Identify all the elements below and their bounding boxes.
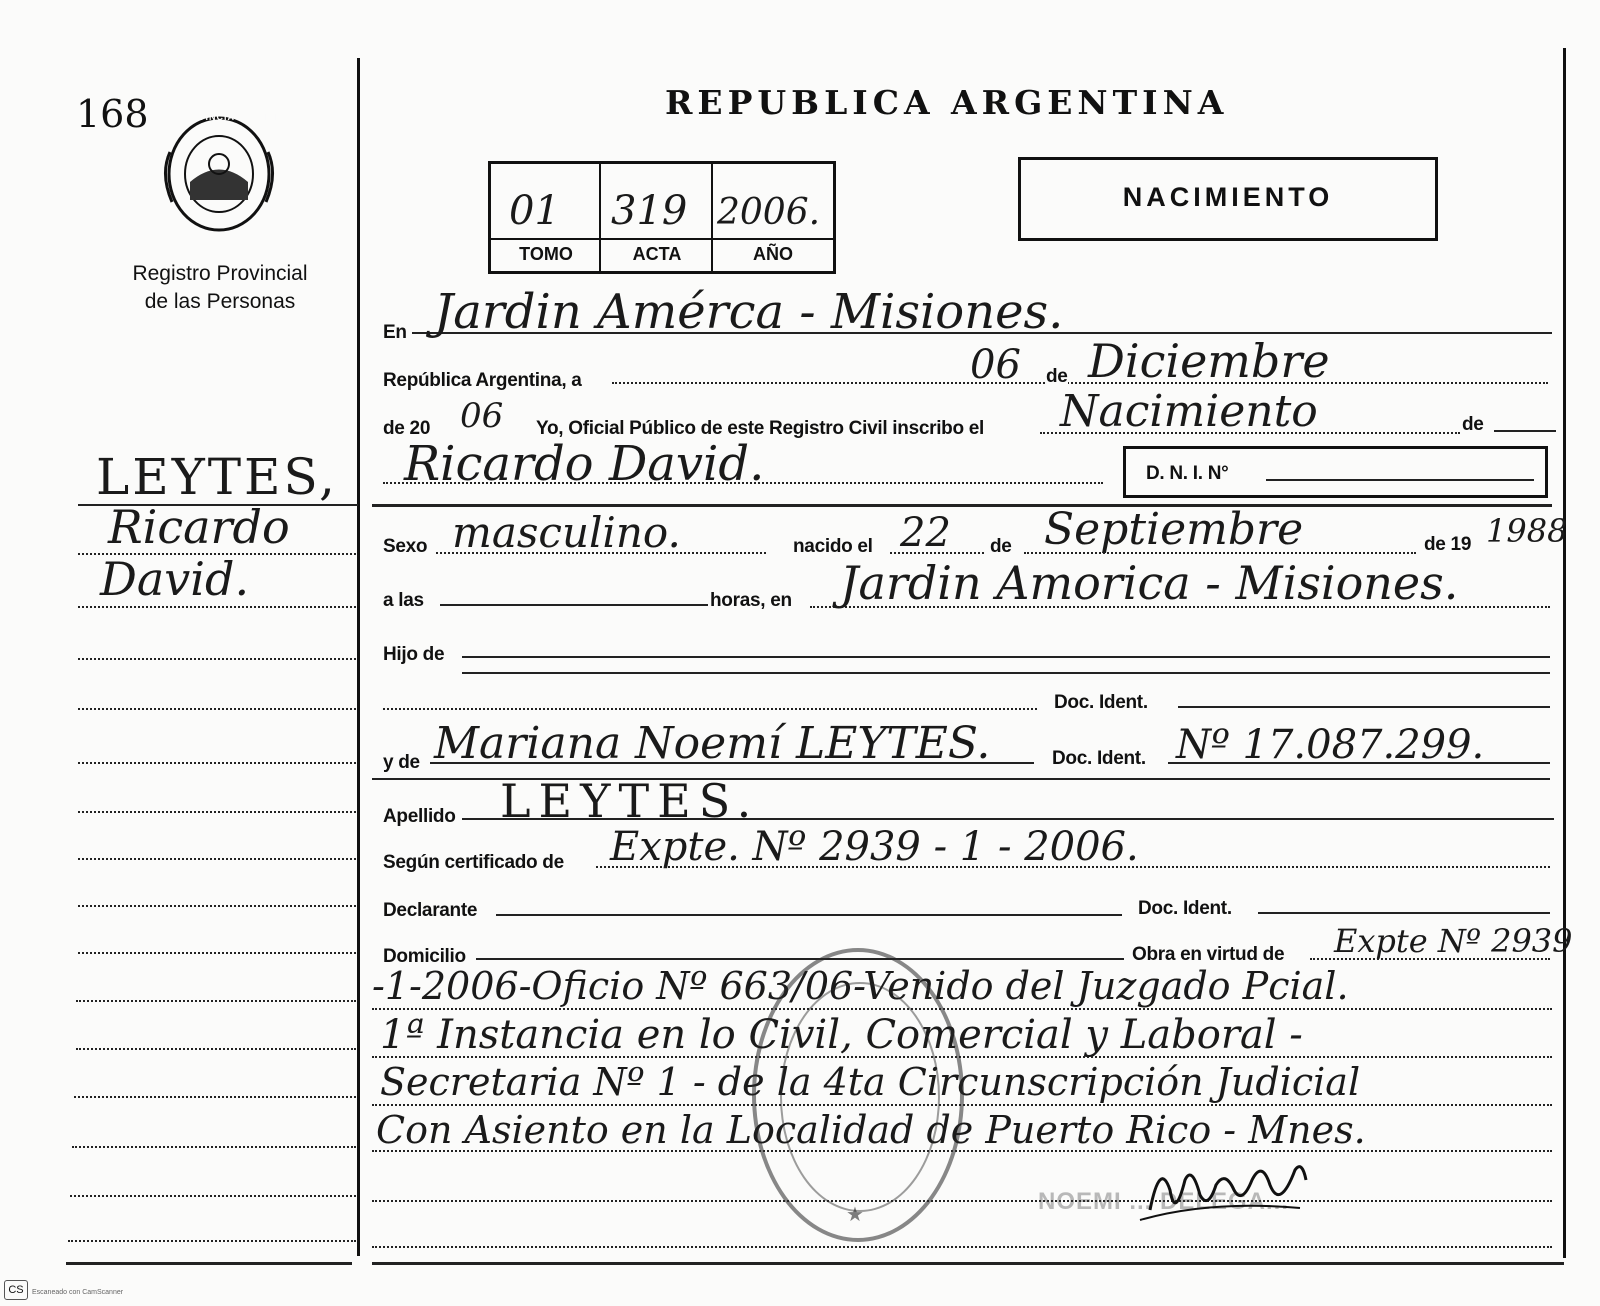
margin-line	[78, 708, 356, 710]
margin-line	[78, 952, 356, 954]
delegation-stamp: NOEMI ... DELEGA...	[1038, 1188, 1290, 1215]
label-de-3: de	[990, 536, 1012, 557]
line-obra-1	[372, 1008, 1552, 1010]
value-lugar: Jardin Amérca - Misiones.	[434, 284, 1064, 340]
value-dia: 06	[970, 342, 1021, 388]
line-hijo	[462, 656, 1550, 658]
anio-label: AÑO	[753, 244, 793, 264]
margin-line	[78, 811, 356, 813]
value-obra: Expte Nº 2939	[1334, 922, 1573, 960]
line-domicilio	[476, 958, 1124, 960]
label-de-2: de	[1462, 414, 1484, 435]
page-bottom-line	[372, 1262, 1564, 1265]
label-docident-2: Doc. Ident.	[1052, 748, 1146, 769]
line-obra-6	[372, 1246, 1552, 1248]
label-segun: Según certificado de	[383, 852, 564, 873]
signature	[1130, 1150, 1320, 1230]
value-madre-doc: Nº 17.087.299.	[1176, 722, 1485, 768]
anio-value: 2006.	[717, 192, 821, 233]
value-apellido: LEYTES.	[500, 774, 760, 828]
label-de20: de 20	[383, 418, 431, 439]
value-madre: Mariana Noemí LEYTES.	[434, 718, 991, 769]
registry-name: Registro Provincial	[132, 262, 308, 285]
right-border	[1563, 48, 1566, 1258]
label-de-4: de 19	[1424, 534, 1472, 555]
margin-line	[76, 1000, 356, 1002]
obra-line-2: 1ª Instancia en lo Civil, Comercial y Laboral -	[380, 1012, 1303, 1058]
margin-line	[68, 1240, 356, 1242]
obra-line-1: -1-2006-Oficio Nº 663/06-Venido del Juzgado Pcial.	[372, 964, 1349, 1008]
registry-subtitle: de las Personas	[144, 290, 296, 313]
line-hijo-2	[462, 672, 1550, 674]
tomo-value: 01	[509, 188, 560, 234]
label-yde: y de	[383, 752, 420, 773]
label-dni: D. N. I. N°	[1146, 463, 1229, 484]
dni-box	[1123, 446, 1548, 498]
acta-value: 319	[611, 188, 688, 234]
label-sexo: Sexo	[383, 536, 428, 557]
section-divider	[372, 504, 1552, 507]
label-docident-1: Doc. Ident.	[1054, 692, 1148, 713]
margin-line	[78, 606, 356, 608]
obra-line-3: Secretaria Nº 1 - de la 4ta Circunscripción Judicial	[380, 1060, 1361, 1104]
line-fecha	[612, 382, 1548, 384]
label-obra: Obra en virtud de	[1132, 944, 1285, 965]
value-anio: 06	[460, 396, 504, 436]
label-yo-oficial: Yo, Oficial Público de este Registro Civil inscribo el	[536, 418, 985, 439]
label-en: En	[383, 322, 407, 343]
value-acto: Nacimiento	[1060, 386, 1318, 437]
value-nombre: Ricardo David.	[404, 436, 765, 492]
margin-line	[74, 1096, 356, 1098]
line-padre	[383, 708, 1037, 710]
act-type-box	[1018, 157, 1438, 241]
margin-line	[70, 1195, 356, 1197]
label-docident-3: Doc. Ident.	[1138, 898, 1232, 919]
value-anio-nac: 1988	[1486, 512, 1568, 550]
label-apellido: Apellido	[383, 806, 456, 827]
margin-divider	[357, 58, 360, 1256]
label-de-1: de	[1046, 366, 1068, 387]
margin-line	[78, 762, 356, 764]
seal-text: PROVINCIA DE MISIONES	[176, 112, 309, 122]
value-mes: Diciembre	[1088, 334, 1330, 388]
margin-line	[78, 658, 356, 660]
margin-firstname: Ricardo	[108, 500, 290, 554]
label-domicilio: Domicilio	[383, 946, 466, 967]
margin-bottom-line	[66, 1262, 352, 1265]
label-nacido: nacido el	[793, 536, 873, 557]
line-docident-1	[1178, 706, 1550, 708]
line-horas	[440, 604, 708, 606]
margin-middlename: David.	[100, 552, 250, 606]
line-docident-3	[1258, 912, 1550, 914]
scanner-footer: Escaneado con CamScanner	[32, 1289, 124, 1296]
value-lugar-nac: Jardin Amorica - Misiones.	[840, 556, 1459, 610]
value-sexo: masculino.	[452, 508, 681, 557]
label-horas: horas, en	[710, 590, 792, 611]
margin-line	[78, 905, 356, 907]
label-republica: República Argentina, a	[383, 370, 582, 391]
country-title: REPUBLICA ARGENTINA	[665, 83, 1229, 122]
official-round-seal	[752, 948, 964, 1242]
line-de-2	[1494, 430, 1556, 432]
obra-line-4: Con Asiento en la Localidad de Puerto Rico - Mnes.	[376, 1108, 1366, 1152]
label-declarante: Declarante	[383, 900, 478, 921]
value-certificado: Expte. Nº 2939 - 1 - 2006.	[610, 824, 1139, 870]
seal-inner-ring	[780, 982, 940, 1212]
province-seal	[160, 112, 278, 237]
label-alas: a las	[383, 590, 424, 611]
line-dni	[1266, 479, 1534, 481]
line-declarante	[496, 914, 1122, 916]
folio-number: 168	[76, 92, 149, 136]
value-dia-nac: 22	[900, 510, 951, 556]
margin-line	[78, 858, 356, 860]
margin-surname: LEYTES,	[96, 448, 338, 506]
value-mes-nac: Septiembre	[1044, 504, 1304, 555]
seal-star-icon: ★	[846, 1204, 864, 1226]
table-caption-divider	[491, 238, 833, 240]
margin-line	[76, 1048, 356, 1050]
registration-table	[488, 161, 836, 274]
acta-label: ACTA	[632, 244, 682, 264]
tomo-label: TOMO	[519, 244, 573, 264]
margin-line	[72, 1146, 356, 1148]
camscanner-logo-icon: CS	[4, 1280, 28, 1300]
line-obra-5	[372, 1200, 1552, 1202]
act-type: NACIMIENTO	[1122, 182, 1334, 212]
label-hijo: Hijo de	[383, 644, 445, 665]
